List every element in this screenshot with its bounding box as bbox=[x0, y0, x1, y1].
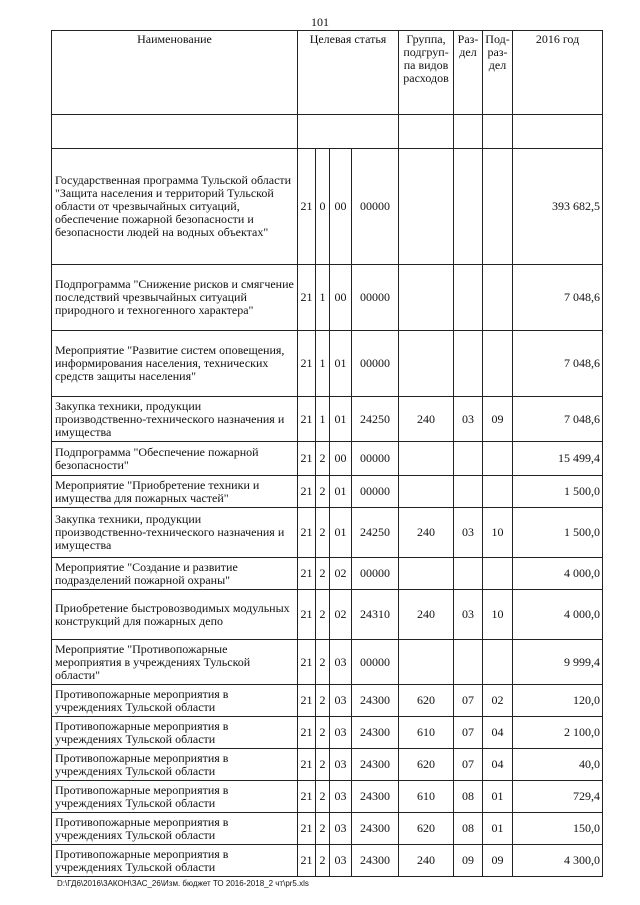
amount-2016: 2 100,0 bbox=[513, 717, 603, 749]
spacer-row bbox=[52, 115, 603, 149]
section-code: 03 bbox=[454, 508, 483, 558]
table-row bbox=[52, 813, 603, 845]
section-code bbox=[454, 331, 483, 397]
table-row bbox=[52, 476, 603, 508]
target-code-4: 24300 bbox=[352, 845, 399, 877]
target-code-1: 21 bbox=[298, 717, 316, 749]
target-code-1: 21 bbox=[298, 508, 316, 558]
row-name: Противопожарные мероприятия в учреждениях Тульской области bbox=[52, 685, 298, 717]
section-code: 03 bbox=[454, 590, 483, 640]
amount-2016: 7 048,6 bbox=[513, 331, 603, 397]
target-code-1: 21 bbox=[298, 845, 316, 877]
expense-group bbox=[399, 558, 454, 590]
target-code-1: 21 bbox=[298, 442, 316, 476]
target-code-4: 00000 bbox=[352, 476, 399, 508]
section-code bbox=[454, 558, 483, 590]
table-row bbox=[52, 749, 603, 781]
table-row bbox=[52, 845, 603, 877]
header-section: Раз-дел bbox=[454, 31, 483, 115]
subsection-code: 01 bbox=[483, 781, 513, 813]
expense-group: 240 bbox=[399, 397, 454, 442]
target-code-4: 00000 bbox=[352, 442, 399, 476]
section-code bbox=[454, 442, 483, 476]
expense-group: 240 bbox=[399, 508, 454, 558]
expense-group: 620 bbox=[399, 813, 454, 845]
expense-group: 620 bbox=[399, 685, 454, 717]
target-code-4: 00000 bbox=[352, 331, 399, 397]
amount-2016: 4 000,0 bbox=[513, 590, 603, 640]
target-code-4: 00000 bbox=[352, 558, 399, 590]
target-code-4: 24300 bbox=[352, 717, 399, 749]
section-code: 07 bbox=[454, 749, 483, 781]
target-code-4: 24300 bbox=[352, 685, 399, 717]
header-year: 2016 год bbox=[513, 31, 603, 115]
amount-2016: 7 048,6 bbox=[513, 397, 603, 442]
table-row bbox=[52, 149, 603, 265]
row-name: Противопожарные мероприятия в учреждениях Тульской области bbox=[52, 845, 298, 877]
file-path-footer: D:\ГД6\2016\3АКОН\ЗАС_26\Изм. бюджет ТО 2016-2018_2 чт\pr5.xls bbox=[57, 879, 309, 888]
target-code-2: 2 bbox=[316, 442, 330, 476]
amount-2016: 150,0 bbox=[513, 813, 603, 845]
expense-group bbox=[399, 640, 454, 685]
subsection-code: 04 bbox=[483, 717, 513, 749]
row-name: Противопожарные мероприятия в учреждениях Тульской области bbox=[52, 781, 298, 813]
table-row bbox=[52, 640, 603, 685]
subsection-code: 09 bbox=[483, 397, 513, 442]
amount-2016: 4 300,0 bbox=[513, 845, 603, 877]
target-code-4: 24310 bbox=[352, 590, 399, 640]
row-name: Противопожарные мероприятия в учреждениях Тульской области bbox=[52, 717, 298, 749]
target-code-2: 2 bbox=[316, 813, 330, 845]
expense-group: 620 bbox=[399, 749, 454, 781]
target-code-3: 02 bbox=[330, 558, 352, 590]
target-code-3: 03 bbox=[330, 845, 352, 877]
target-code-2: 1 bbox=[316, 331, 330, 397]
target-code-1: 21 bbox=[298, 813, 316, 845]
target-code-3: 03 bbox=[330, 813, 352, 845]
section-code bbox=[454, 476, 483, 508]
target-code-4: 24250 bbox=[352, 508, 399, 558]
table-row bbox=[52, 442, 603, 476]
amount-2016: 4 000,0 bbox=[513, 558, 603, 590]
expense-group bbox=[399, 265, 454, 331]
target-code-1: 21 bbox=[298, 397, 316, 442]
row-name: Закупка техники, продукции производственно-технического назначения и имущества bbox=[52, 508, 298, 558]
target-code-3: 03 bbox=[330, 640, 352, 685]
section-code: 07 bbox=[454, 685, 483, 717]
subsection-code bbox=[483, 442, 513, 476]
row-name: Противопожарные мероприятия в учреждениях Тульской области bbox=[52, 749, 298, 781]
target-code-4: 24300 bbox=[352, 813, 399, 845]
expense-group bbox=[399, 331, 454, 397]
subsection-code: 04 bbox=[483, 749, 513, 781]
amount-2016: 729,4 bbox=[513, 781, 603, 813]
section-code: 07 bbox=[454, 717, 483, 749]
target-code-4: 24300 bbox=[352, 749, 399, 781]
row-name: Мероприятие "Приобретение техники и имущества для пожарных частей" bbox=[52, 476, 298, 508]
target-code-3: 01 bbox=[330, 397, 352, 442]
target-code-3: 02 bbox=[330, 590, 352, 640]
target-code-3: 01 bbox=[330, 476, 352, 508]
section-code: 09 bbox=[454, 845, 483, 877]
table-row bbox=[52, 685, 603, 717]
amount-2016: 40,0 bbox=[513, 749, 603, 781]
target-code-3: 00 bbox=[330, 149, 352, 265]
subsection-code: 10 bbox=[483, 590, 513, 640]
table-row bbox=[52, 331, 603, 397]
table-row bbox=[52, 558, 603, 590]
target-code-4: 00000 bbox=[352, 265, 399, 331]
subsection-code bbox=[483, 476, 513, 508]
subsection-code bbox=[483, 558, 513, 590]
row-name: Приобретение быстровозводимых модульных конструкций для пожарных депо bbox=[52, 590, 298, 640]
section-code: 08 bbox=[454, 781, 483, 813]
subsection-code: 09 bbox=[483, 845, 513, 877]
amount-2016: 15 499,4 bbox=[513, 442, 603, 476]
section-code: 08 bbox=[454, 813, 483, 845]
expense-group bbox=[399, 442, 454, 476]
expense-group bbox=[399, 476, 454, 508]
target-code-2: 2 bbox=[316, 845, 330, 877]
target-code-2: 2 bbox=[316, 508, 330, 558]
target-code-1: 21 bbox=[298, 781, 316, 813]
subsection-code: 10 bbox=[483, 508, 513, 558]
table-row bbox=[52, 717, 603, 749]
target-code-1: 21 bbox=[298, 640, 316, 685]
amount-2016: 1 500,0 bbox=[513, 508, 603, 558]
subsection-code: 02 bbox=[483, 685, 513, 717]
expense-group: 240 bbox=[399, 590, 454, 640]
amount-2016: 7 048,6 bbox=[513, 265, 603, 331]
target-code-1: 21 bbox=[298, 331, 316, 397]
row-name: Подпрограмма "Обеспечение пожарной безопасности" bbox=[52, 442, 298, 476]
subsection-code bbox=[483, 640, 513, 685]
target-code-2: 2 bbox=[316, 749, 330, 781]
expense-group bbox=[399, 149, 454, 265]
target-code-3: 03 bbox=[330, 717, 352, 749]
target-code-1: 21 bbox=[298, 685, 316, 717]
target-code-4: 00000 bbox=[352, 640, 399, 685]
budget-table bbox=[51, 30, 603, 877]
amount-2016: 393 682,5 bbox=[513, 149, 603, 265]
target-code-2: 2 bbox=[316, 558, 330, 590]
row-name: Подпрограмма "Снижение рисков и смягчение последствий чрезвычайных ситуаций природного и техногенного характера" bbox=[52, 265, 298, 331]
row-name: Мероприятие "Создание и развитие подразделений пожарной охраны" bbox=[52, 558, 298, 590]
target-code-2: 2 bbox=[316, 781, 330, 813]
row-name: Закупка техники, продукции производственно-технического назначения и имущества bbox=[52, 397, 298, 442]
target-code-3: 03 bbox=[330, 781, 352, 813]
target-code-3: 03 bbox=[330, 749, 352, 781]
target-code-4: 24250 bbox=[352, 397, 399, 442]
expense-group: 610 bbox=[399, 781, 454, 813]
target-code-4: 00000 bbox=[352, 149, 399, 265]
target-code-2: 2 bbox=[316, 640, 330, 685]
header-row bbox=[52, 31, 603, 115]
header-target: Целевая статья bbox=[298, 31, 399, 115]
amount-2016: 9 999,4 bbox=[513, 640, 603, 685]
target-code-2: 2 bbox=[316, 476, 330, 508]
target-code-2: 1 bbox=[316, 397, 330, 442]
table-row bbox=[52, 781, 603, 813]
target-code-2: 2 bbox=[316, 717, 330, 749]
row-name: Мероприятие "Развитие систем оповещения, информирования населения, технических средств защиты населения" bbox=[52, 331, 298, 397]
target-code-1: 21 bbox=[298, 749, 316, 781]
amount-2016: 1 500,0 bbox=[513, 476, 603, 508]
header-group: Группа, подгруп-па видов расходов bbox=[399, 31, 454, 115]
expense-group: 610 bbox=[399, 717, 454, 749]
row-name: Мероприятие "Противопожарные мероприятия в учреждениях Тульской области" bbox=[52, 640, 298, 685]
target-code-2: 0 bbox=[316, 149, 330, 265]
section-code: 03 bbox=[454, 397, 483, 442]
table-row bbox=[52, 590, 603, 640]
expense-group: 240 bbox=[399, 845, 454, 877]
target-code-2: 2 bbox=[316, 590, 330, 640]
table-row bbox=[52, 508, 603, 558]
target-code-1: 21 bbox=[298, 265, 316, 331]
section-code bbox=[454, 265, 483, 331]
row-name: Государственная программа Тульской области "Защита населения и территорий Тульской области от чрезвычайных ситуаций, обеспечение пожарной безопасности и безопасности людей на водных объектах" bbox=[52, 149, 298, 265]
target-code-2: 2 bbox=[316, 685, 330, 717]
target-code-3: 00 bbox=[330, 442, 352, 476]
subsection-code bbox=[483, 331, 513, 397]
page-number: 101 bbox=[311, 15, 329, 29]
table-row bbox=[52, 265, 603, 331]
header-name: Наименование bbox=[52, 31, 298, 115]
target-code-3: 00 bbox=[330, 265, 352, 331]
section-code bbox=[454, 149, 483, 265]
target-code-1: 21 bbox=[298, 590, 316, 640]
target-code-2: 1 bbox=[316, 265, 330, 331]
target-code-1: 21 bbox=[298, 149, 316, 265]
target-code-4: 24300 bbox=[352, 781, 399, 813]
target-code-1: 21 bbox=[298, 558, 316, 590]
subsection-code bbox=[483, 265, 513, 331]
target-code-3: 03 bbox=[330, 685, 352, 717]
row-name: Противопожарные мероприятия в учреждениях Тульской области bbox=[52, 813, 298, 845]
subsection-code: 01 bbox=[483, 813, 513, 845]
header-subsection: Под-раз-дел bbox=[483, 31, 513, 115]
section-code bbox=[454, 640, 483, 685]
target-code-3: 01 bbox=[330, 331, 352, 397]
amount-2016: 120,0 bbox=[513, 685, 603, 717]
subsection-code bbox=[483, 149, 513, 265]
table-row bbox=[52, 397, 603, 442]
target-code-1: 21 bbox=[298, 476, 316, 508]
target-code-3: 01 bbox=[330, 508, 352, 558]
